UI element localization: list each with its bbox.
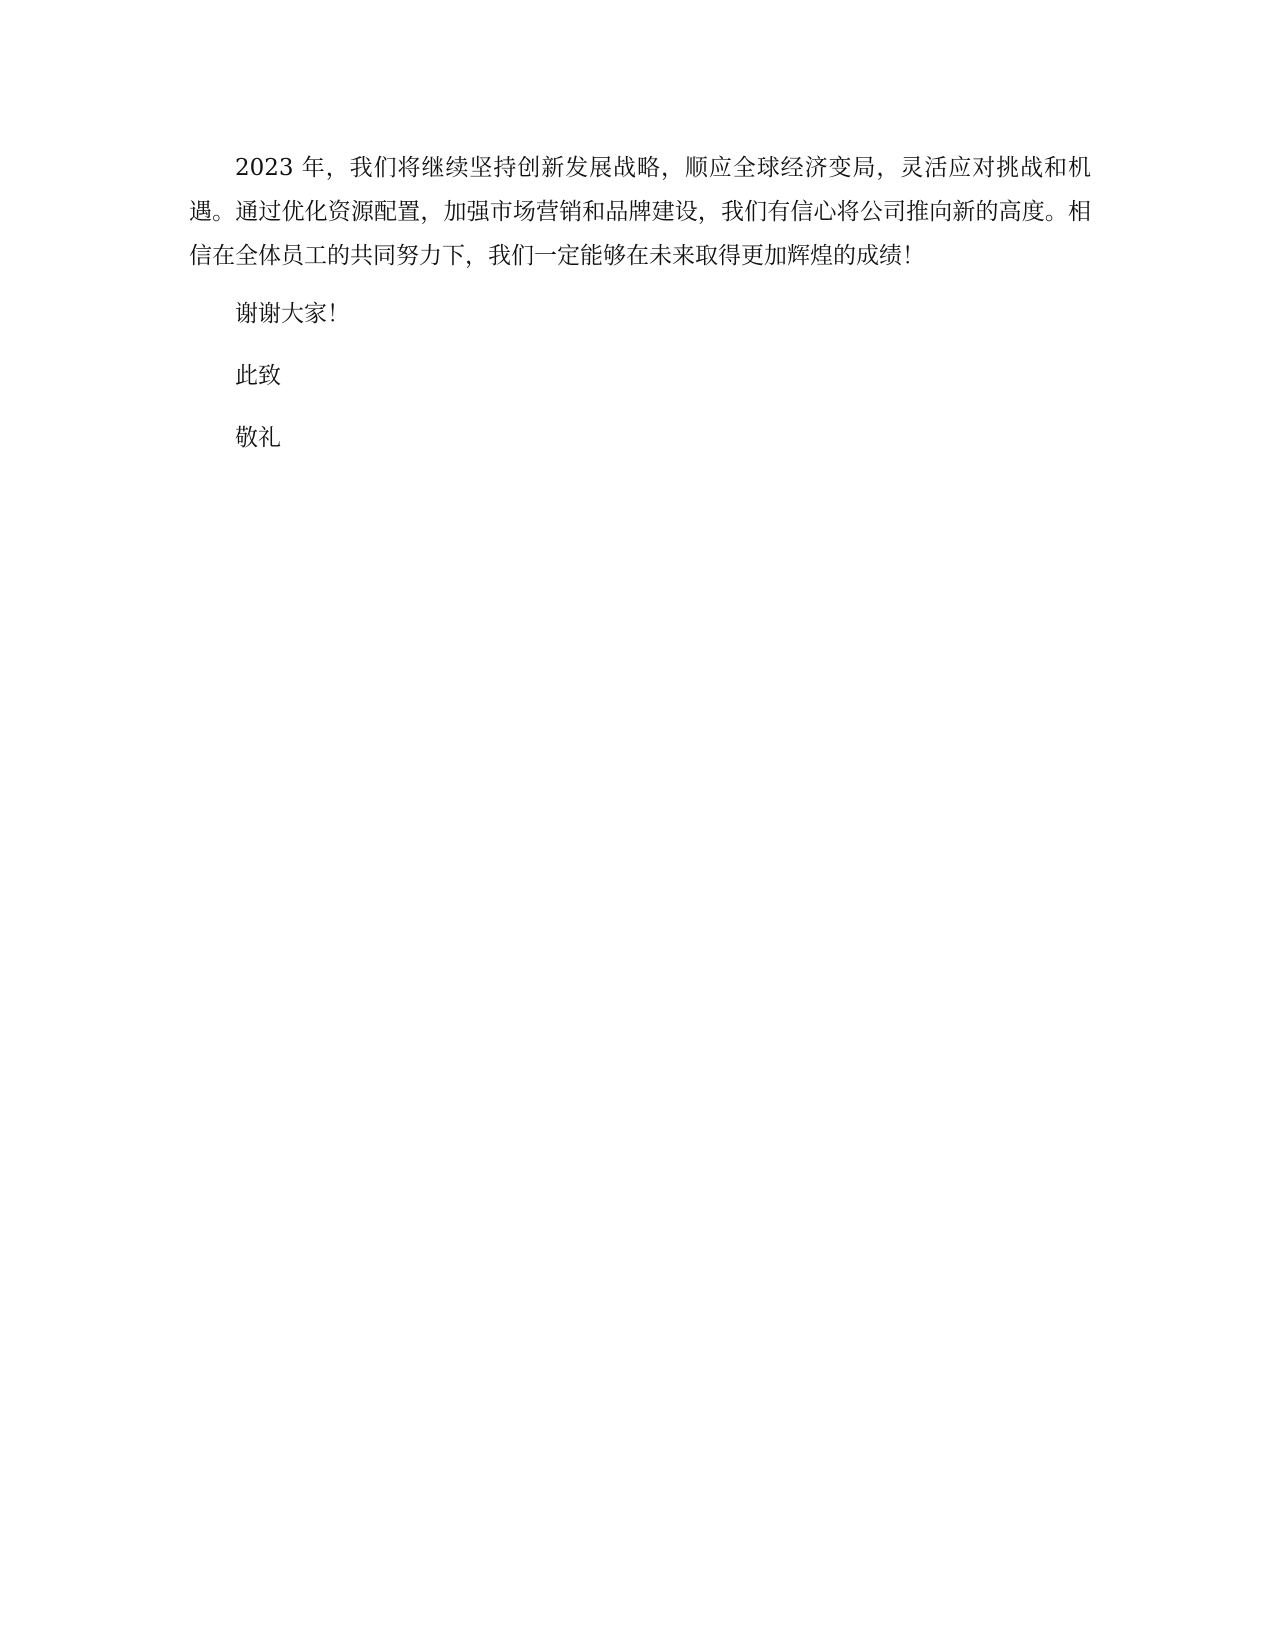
salutation-line: 此致: [235, 363, 281, 389]
document-body: [189, 146, 1091, 478]
regards-line: 敬礼: [235, 425, 281, 451]
thanks-line: 谢谢大家！: [235, 301, 350, 327]
closing-paragraph: 2023 年，我们将继续坚持创新发展战略，顺应全球经济变局，灵活应对挑战和机遇。通过优化资源配置，加强市场营销和品牌建设，我们有信心将公司推向新的高度。相信在全体员工的共同努力下，我们一定能够在未来取得更加辉煌的成绩！: [189, 155, 1091, 269]
